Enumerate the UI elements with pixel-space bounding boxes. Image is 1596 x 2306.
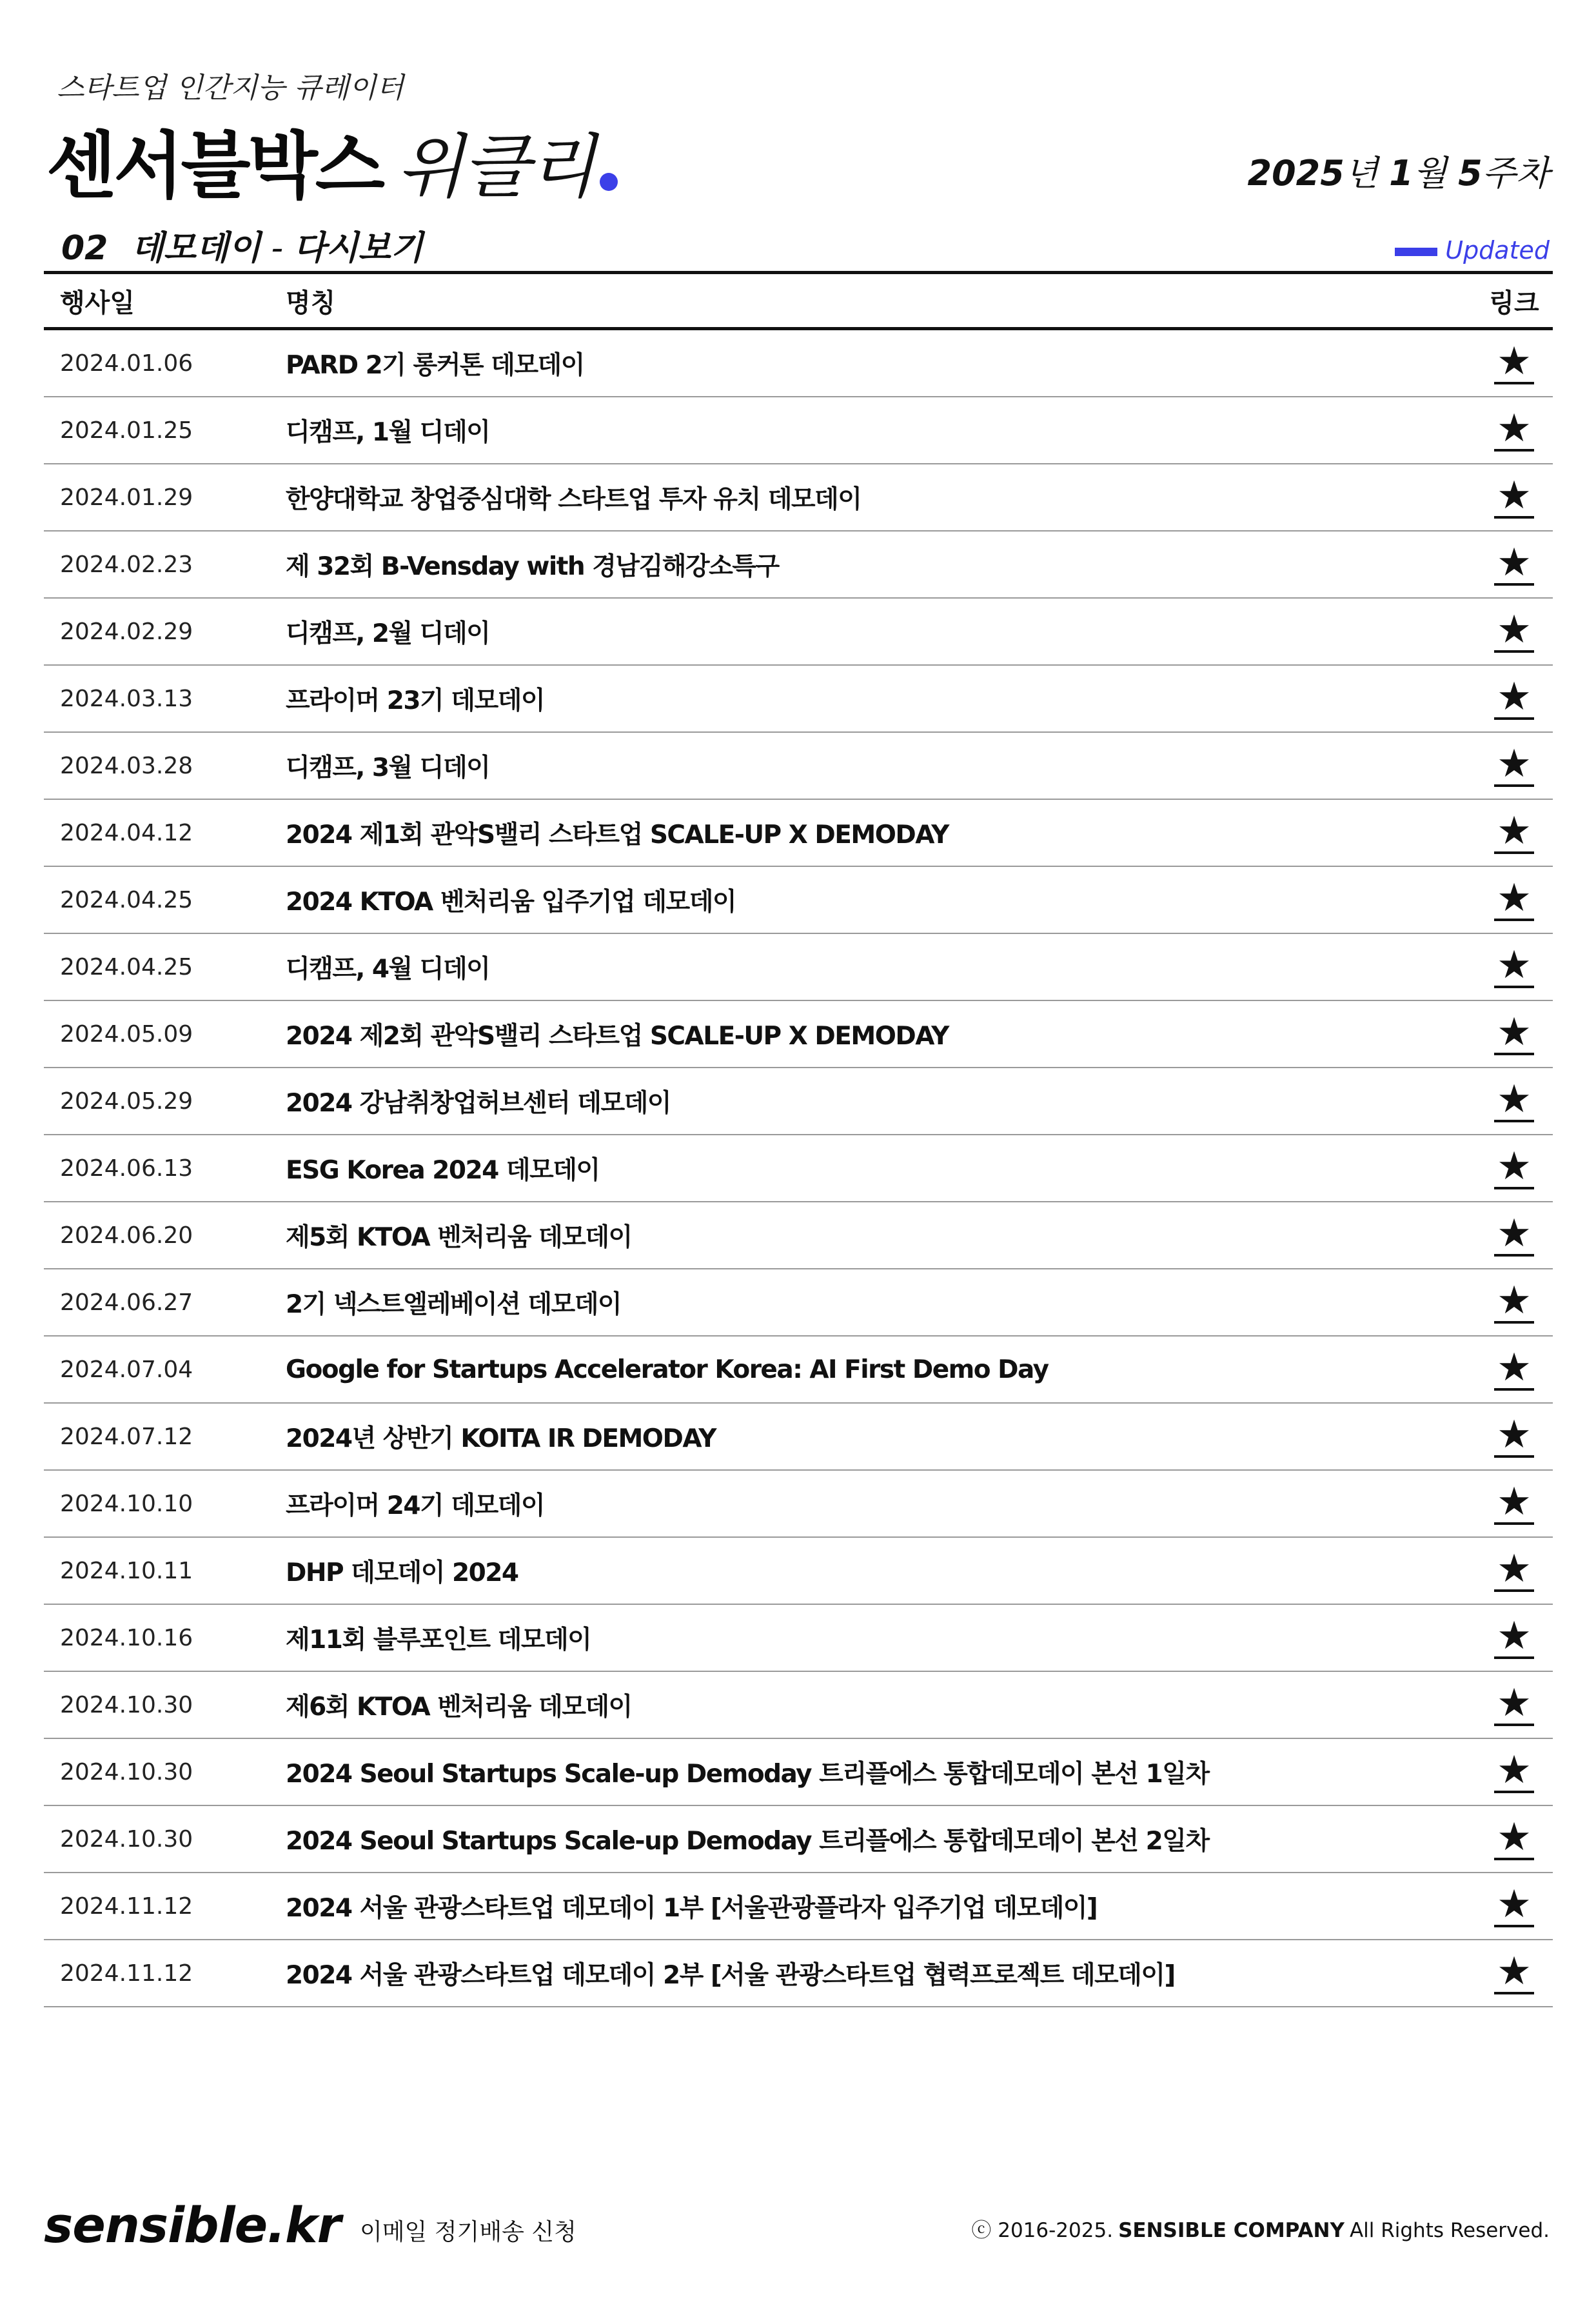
event-link-cell	[1475, 473, 1553, 519]
event-name: 2024 서울 관광스타트업 데모데이 2부 [서울 관광스타트업 협력프로젝트 데모데이]	[286, 1961, 1175, 1990]
table-row	[44, 1068, 1553, 1135]
event-date: 2024.07.12	[60, 1423, 193, 1450]
issue-year-unit: 년	[1344, 153, 1378, 194]
event-name: 2024 Seoul Startups Scale-up Demoday 트리플에스 통합데모데이 본선 1일차	[286, 1760, 1209, 1789]
event-name: 디캠프, 4월 디데이	[286, 955, 490, 984]
event-date: 2024.06.13	[60, 1155, 193, 1182]
section-title	[61, 221, 423, 269]
table-row	[44, 1538, 1553, 1605]
event-date: 2024.04.25	[60, 953, 193, 980]
star-link-icon[interactable]: ★	[1494, 1013, 1534, 1055]
event-name: 제11회 블루포인트 데모데이	[286, 1625, 591, 1655]
star-link-icon[interactable]: ★	[1494, 476, 1534, 519]
event-name: 프라이머 24기 데모데이	[286, 1491, 544, 1520]
star-link-icon[interactable]: ★	[1494, 1684, 1534, 1726]
star-link-icon[interactable]: ★	[1494, 1952, 1534, 1994]
table-row	[44, 800, 1553, 867]
event-name: 2024 강남취창업허브센터 데모데이	[286, 1089, 671, 1118]
brand-dot-icon	[600, 173, 618, 191]
event-link-cell	[1475, 1882, 1553, 1927]
issue-week: 5	[1458, 153, 1483, 194]
event-name: 제6회 KTOA 벤처리움 데모데이	[286, 1693, 632, 1722]
event-link-cell	[1475, 607, 1553, 653]
star-link-icon[interactable]: ★	[1494, 677, 1534, 720]
event-date: 2024.10.10	[60, 1490, 193, 1517]
star-link-icon[interactable]: ★	[1494, 1415, 1534, 1458]
event-name: 2024년 상반기 KOITA IR DEMODAY	[286, 1424, 716, 1453]
event-date: 2024.06.27	[60, 1289, 193, 1316]
table-row	[44, 1269, 1553, 1337]
event-link-cell	[1475, 1009, 1553, 1055]
star-link-icon[interactable]: ★	[1494, 1885, 1534, 1927]
event-name: 디캠프, 2월 디데이	[286, 619, 490, 648]
table-row	[44, 666, 1553, 733]
brand-main: 센서블박스	[46, 124, 382, 208]
event-link-cell	[1475, 1546, 1553, 1592]
star-link-icon[interactable]: ★	[1494, 1281, 1534, 1324]
event-link-cell	[1475, 741, 1553, 787]
star-link-icon[interactable]: ★	[1494, 409, 1534, 452]
event-date: 2024.10.16	[60, 1624, 193, 1651]
event-link-cell	[1475, 875, 1553, 921]
table-row	[44, 934, 1553, 1001]
star-link-icon[interactable]: ★	[1494, 543, 1534, 586]
event-date: 2024.04.12	[60, 819, 193, 846]
event-name: 디캠프, 1월 디데이	[286, 418, 490, 447]
event-link-cell	[1475, 1949, 1553, 1994]
star-link-icon[interactable]: ★	[1494, 1616, 1534, 1659]
star-link-icon[interactable]: ★	[1494, 1549, 1534, 1592]
event-date: 2024.06.20	[60, 1222, 193, 1249]
star-link-icon[interactable]: ★	[1494, 1348, 1534, 1391]
event-link-cell	[1475, 1613, 1553, 1659]
table-row	[44, 1135, 1553, 1202]
event-name: 2기 넥스트엘레베이션 데모데이	[286, 1290, 622, 1319]
event-name: 2024 제2회 관악S밸리 스타트업 SCALE-UP X DEMODAY	[286, 1022, 949, 1051]
event-date: 2024.01.06	[60, 350, 193, 377]
event-date: 2024.05.09	[60, 1020, 193, 1048]
table-row	[44, 1672, 1553, 1739]
event-date: 2024.10.30	[60, 1825, 193, 1853]
table-row	[44, 1202, 1553, 1269]
event-date: 2024.03.13	[60, 685, 193, 712]
event-date: 2024.10.30	[60, 1691, 193, 1718]
rights-text: All Rights Reserved.	[1349, 2219, 1550, 2242]
star-link-icon[interactable]: ★	[1494, 610, 1534, 653]
event-name: 2024 KTOA 벤처리움 입주기업 데모데이	[286, 888, 736, 917]
event-date: 2024.02.23	[60, 551, 193, 578]
star-link-icon[interactable]: ★	[1494, 1080, 1534, 1122]
company-name: SENSIBLE COMPANY	[1118, 2219, 1345, 2242]
event-name: DHP 데모데이 2024	[286, 1558, 518, 1587]
star-link-icon[interactable]: ★	[1494, 1482, 1534, 1525]
table-row	[44, 464, 1553, 532]
star-link-icon[interactable]: ★	[1494, 342, 1534, 384]
event-date: 2024.07.04	[60, 1356, 193, 1383]
event-date: 2024.10.30	[60, 1758, 193, 1785]
table-row	[44, 1471, 1553, 1538]
event-link-cell	[1475, 1479, 1553, 1525]
demoday-table	[44, 271, 1553, 2007]
copyright-prefix: ⓒ 2016-2025.	[971, 2219, 1114, 2242]
event-date: 2024.01.29	[60, 484, 193, 511]
updated-marker-icon	[1395, 248, 1437, 256]
table-row	[44, 599, 1553, 666]
star-link-icon[interactable]: ★	[1494, 879, 1534, 921]
issue-week-unit: 주차	[1482, 153, 1550, 194]
column-header-link: 링크	[1489, 288, 1539, 318]
star-link-icon[interactable]: ★	[1494, 1818, 1534, 1860]
issue-month-unit: 월	[1413, 153, 1447, 194]
table-row	[44, 1940, 1553, 2007]
issue-month: 1	[1389, 153, 1414, 194]
event-link-cell	[1475, 1211, 1553, 1257]
brand-sub: 위클리	[396, 127, 595, 208]
event-link-cell	[1475, 406, 1553, 452]
event-link-cell	[1475, 540, 1553, 586]
table-header	[44, 271, 1553, 330]
event-link-cell	[1475, 1077, 1553, 1122]
event-link-cell	[1475, 808, 1553, 854]
event-date: 2024.04.25	[60, 886, 193, 913]
event-name: ESG Korea 2024 데모데이	[286, 1156, 600, 1185]
event-link-cell	[1475, 1747, 1553, 1793]
event-date: 2024.11.12	[60, 1960, 193, 1987]
table-row	[44, 1337, 1553, 1404]
table-row	[44, 1806, 1553, 1873]
event-link-cell	[1475, 674, 1553, 720]
footer-logo[interactable]: sensible.kr	[44, 2196, 341, 2254]
event-date: 2024.01.25	[60, 417, 193, 444]
column-header-name: 명칭	[286, 288, 336, 318]
event-name: PARD 2기 롱커톤 데모데이	[286, 351, 584, 380]
table-row	[44, 397, 1553, 464]
star-link-icon[interactable]: ★	[1494, 1214, 1534, 1257]
section-subtitle: 다시보기	[293, 229, 424, 268]
star-link-icon[interactable]: ★	[1494, 811, 1534, 854]
event-date: 2024.11.12	[60, 1893, 193, 1920]
event-name: 제 32회 B-Vensday with 경남김해강소특구	[286, 552, 779, 581]
table-row	[44, 330, 1553, 397]
event-link-cell	[1475, 1278, 1553, 1324]
event-name: Google for Startups Accelerator Korea: AI First Demo Day	[286, 1355, 1049, 1384]
table-body	[44, 330, 1553, 2007]
event-name: 프라이머 23기 데모데이	[286, 686, 544, 715]
section-separator: -	[271, 229, 284, 268]
table-row	[44, 1739, 1553, 1806]
subscribe-link[interactable]: 이메일 정기배송 신청	[360, 2219, 576, 2245]
event-date: 2024.02.29	[60, 618, 193, 645]
star-link-icon[interactable]: ★	[1494, 1751, 1534, 1793]
event-name: 제5회 KTOA 벤처리움 데모데이	[286, 1223, 632, 1252]
tagline: 스타트업 인간지능 큐레이터	[57, 72, 404, 104]
event-date: 2024.05.29	[60, 1088, 193, 1115]
section-number: 02	[61, 229, 108, 268]
event-name: 한양대학교 창업중심대학 스타트업 투자 유치 데모데이	[286, 485, 862, 514]
event-link-cell	[1475, 339, 1553, 384]
event-link-cell	[1475, 1412, 1553, 1458]
table-row	[44, 532, 1553, 599]
updated-label: Updated	[1445, 236, 1550, 264]
event-date: 2024.03.28	[60, 752, 193, 779]
event-name: 2024 제1회 관악S밸리 스타트업 SCALE-UP X DEMODAY	[286, 820, 949, 850]
star-link-icon[interactable]: ★	[1494, 946, 1534, 988]
event-name: 2024 서울 관광스타트업 데모데이 1부 [서울관광플라자 입주기업 데모데이]	[286, 1894, 1098, 1923]
event-link-cell	[1475, 1680, 1553, 1726]
star-link-icon[interactable]: ★	[1494, 744, 1534, 787]
event-name: 디캠프, 3월 디데이	[286, 753, 490, 782]
table-row	[44, 1404, 1553, 1471]
updated-legend	[1395, 236, 1550, 264]
table-row	[44, 867, 1553, 934]
column-header-date: 행사일	[60, 288, 135, 318]
event-link-cell	[1475, 1345, 1553, 1391]
event-link-cell	[1475, 1814, 1553, 1860]
event-link-cell	[1475, 942, 1553, 988]
table-row	[44, 733, 1553, 800]
event-link-cell	[1475, 1144, 1553, 1189]
table-row	[44, 1605, 1553, 1672]
section-name: 데모데이	[131, 229, 261, 268]
table-row	[44, 1873, 1553, 1940]
event-name: 2024 Seoul Startups Scale-up Demoday 트리플에스 통합데모데이 본선 2일차	[286, 1827, 1209, 1856]
issue-year: 2025	[1247, 153, 1345, 194]
event-date: 2024.10.11	[60, 1557, 193, 1584]
table-row	[44, 1001, 1553, 1068]
star-link-icon[interactable]: ★	[1494, 1147, 1534, 1189]
brand-title	[46, 108, 618, 212]
copyright	[971, 2214, 1550, 2243]
issue-label	[1248, 146, 1550, 195]
